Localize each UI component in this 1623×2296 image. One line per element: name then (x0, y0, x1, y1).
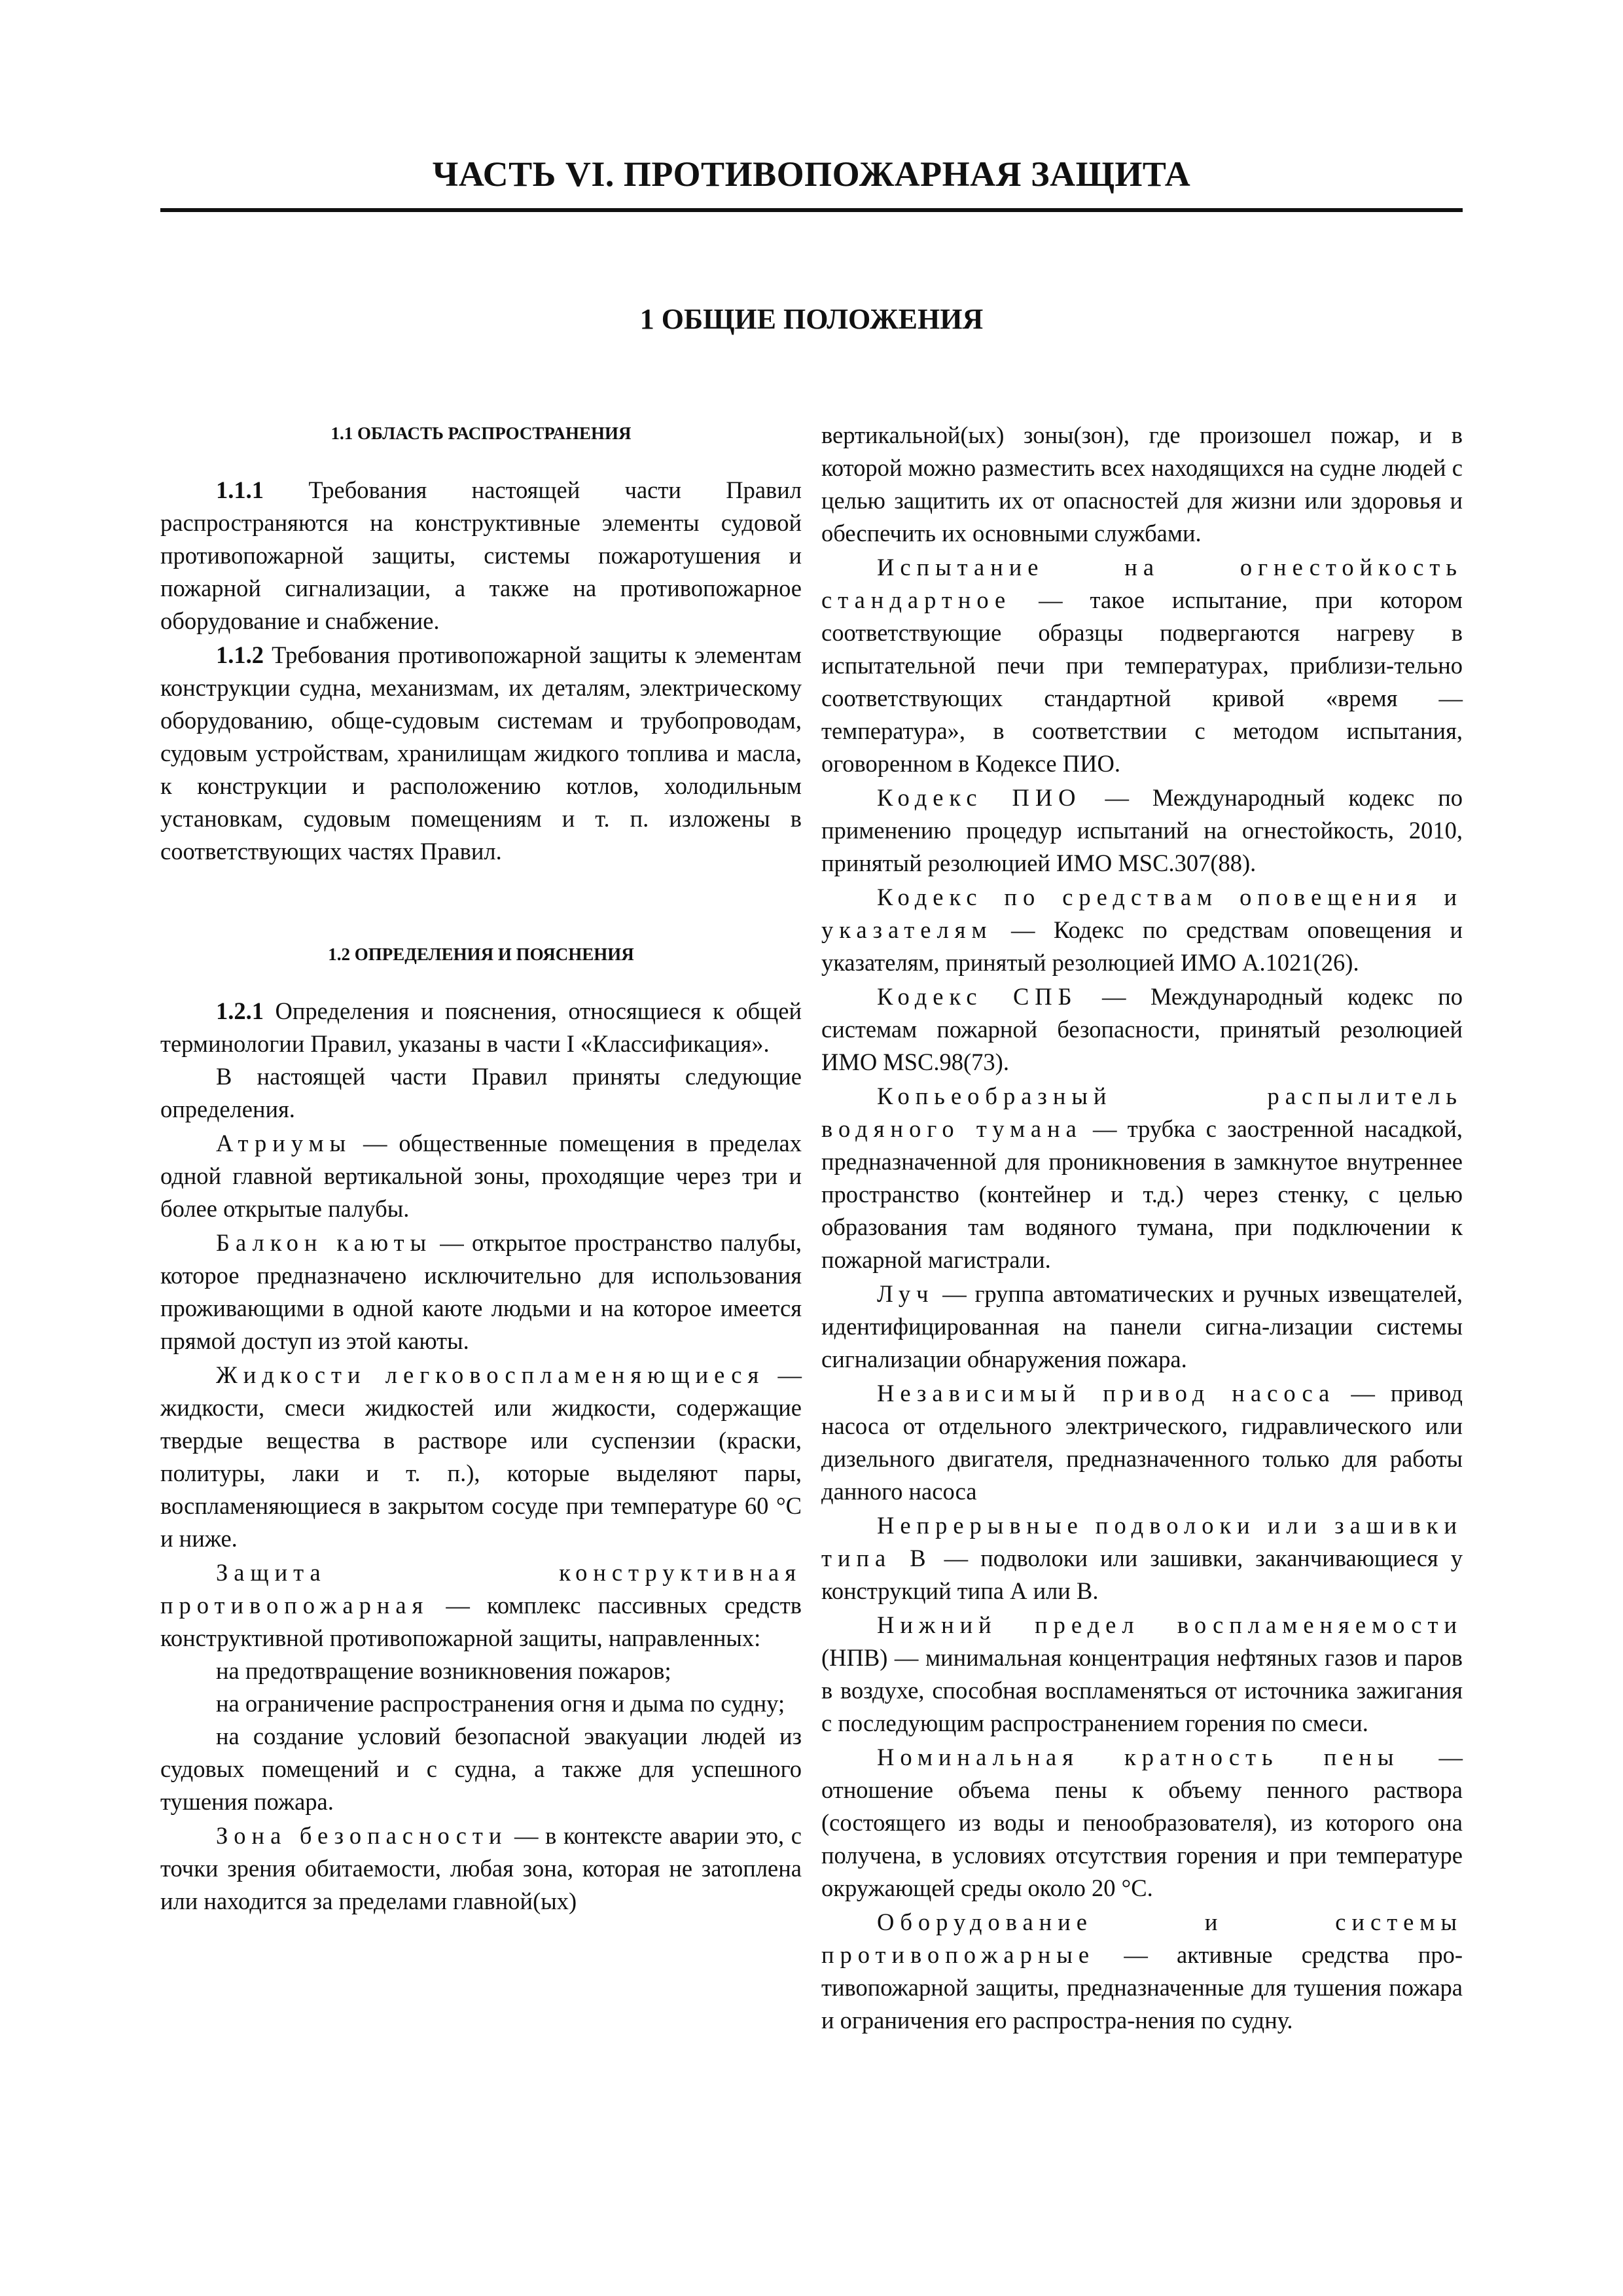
definition-text: — подволоки или зашивки, заканчивающиеся у конструкций типа А или В. (821, 1545, 1463, 1604)
paragraph-text: Требования настоящей части Правил распространяются на конструктивные элементы судовой противопожарной защиты, системы пожаротушения и пожарной сигнализации, а также на противопожарное оборудование и снабжение. (160, 476, 802, 634)
part-title: ЧАСТЬ VI. ПРОТИВОПОЖАРНАЯ ЗАЩИТА (432, 154, 1191, 194)
subsection-heading-1-2: 1.2 ОПРЕДЕЛЕНИЯ И ПОЯСНЕНИЯ (328, 944, 634, 964)
definition-text: — Международный кодекс по применению процедур испытаний на огнестойкость, 2010, принятый резолюцией ИМО MSC.307(88). (821, 784, 1463, 876)
definition-fire-equipment (821, 1906, 1463, 2037)
list-item: на ограничение распространения огня и дыма по судну; (216, 1690, 785, 1717)
paragraph-1-1-2 (160, 639, 802, 868)
definition-continuous-ceilings (821, 1509, 1463, 1607)
definition-lower-flammable-limit (821, 1609, 1463, 1740)
definition-text: — Кодекс по средствам оповещения и указателям, принятый резолюцией ИМО А.1021(26). (821, 916, 1463, 976)
definition-safe-zone (160, 1820, 802, 1918)
title-rule (160, 208, 1463, 212)
definition-text: — комплекс пассивных средств конструктивной противопожарной защиты, направленных: (160, 1592, 802, 1651)
definition-fire-test (821, 551, 1463, 780)
definition-flammable-liquids (160, 1359, 802, 1555)
spacer (160, 868, 802, 940)
definition-safe-zone-continued: вертикальной(ых) зоны(зон), где произошел пожар, и в которой можно разместить всех находящихся на судне людей с целью защитить их от опасностей для жизни или здоровья и обеспечить их основными службами. (821, 422, 1463, 547)
paragraph-text: Определения и пояснения, относящиеся к общей терминологии Правил, указаны в части I «Классификация». (160, 997, 802, 1057)
definition-foam-expansion (821, 1741, 1463, 1905)
paragraph-1-1-1 (160, 474, 802, 637)
definition-text: — группа автоматических и ручных извещателей, идентифицированная на панели сигна-лизации системы сигнализации обнаружения пожара. (821, 1280, 1463, 1372)
definition-text: (НПВ) — минимальная концентрация нефтяных газов и паров в воздухе, способная воспламеняться от источника зажигания с последующим распространением горения по смеси. (821, 1644, 1463, 1736)
definition-term: Испытание на огнестойкость стандартное (821, 554, 1463, 613)
definition-text: — Международный кодекс по системам пожарной безопасности, принятый резолюцией ИМО MSC.98(73). (821, 983, 1463, 1075)
definition-loop (821, 1278, 1463, 1376)
definition-alarm-code (821, 881, 1463, 979)
list-item: на создание условий безопасной эвакуации людей из судовых помещений и с судна, а также для успешного тушения пожара. (160, 1723, 802, 1815)
definition-term: Независимый привод насоса (877, 1380, 1336, 1407)
definition-balcony (160, 1227, 802, 1357)
definition-term: Номинальная кратность пены (877, 1744, 1400, 1770)
list-item: на предотвращение возникновения пожаров; (216, 1657, 671, 1684)
definition-term: Непрерывные подволоки или зашивки типа В (821, 1512, 1463, 1571)
definition-term: Кодекс ПИО (877, 784, 1082, 811)
section-title: 1 ОБЩИЕ ПОЛОЖЕНИЯ (639, 303, 984, 335)
definition-term: Луч (877, 1280, 935, 1307)
definition-term: Кодекс СПБ (877, 983, 1078, 1010)
definition-text: — отношение объема пены к объему пенного раствора (состоящего из воды и пенообразователя), из которого она получена, в условиях отсутствия горения и при температуре окружающей среды около 20 °С. (821, 1744, 1463, 1901)
right-column (821, 419, 1463, 2037)
definition-term: Защита конструктивная противопожарная (160, 1559, 802, 1619)
paragraph-number: 1.1.2 (216, 641, 264, 668)
definition-term: Нижний предел воспламеняемости (877, 1611, 1463, 1638)
definition-term: Атриумы (216, 1130, 352, 1157)
paragraph-number: 1.1.1 (216, 476, 264, 503)
definition-text: — активные средства про-тивопожарной защиты, предназначенные для тушения пожара и ограничения его распростра-нения по судну. (821, 1941, 1463, 2034)
definition-text: — трубка с заостренной насадкой, предназначенной для проникновения в замкнутое внутреннее пространство (контейнер и т.д.) через стенку, с целью образования там водяного тумана, при подключении к пожарной магистрали. (821, 1115, 1463, 1273)
paragraph-definitions-intro: В настоящей части Правил приняты следующие определения. (160, 1063, 802, 1122)
definition-text: — привод насоса от отдельного электрического, гидравлического или дизельного двигателя, предназначенного только для работы данного насоса (821, 1380, 1463, 1505)
definition-text: — в контексте аварии это, с точки зрения обитаемости, любая зона, которая не затоплена или находится за пределами главной(ых) (160, 1822, 802, 1914)
definition-text: — открытое пространство палубы, которое предназначено исключительно для использования проживающими в одной каюте людьми и на которое имеется прямой доступ из этой каюты. (160, 1229, 802, 1354)
definition-fss-code (821, 980, 1463, 1079)
paragraph-number: 1.2.1 (216, 997, 264, 1024)
subsection-heading-1-1: 1.1 ОБЛАСТЬ РАСПРОСТРАНЕНИЯ (330, 423, 632, 443)
definition-text: — общественные помещения в пределах одной главной вертикальной зоны, проходящие через три и более открытые палубы. (160, 1130, 802, 1222)
paragraph-text: Требования противопожарной защиты к элементам конструкции судна, механизмам, их деталям, электрическому оборудованию, обще-судовым системам и трубопроводам, судовым устройствам, хранилищам жидкого топлива и масла, к конструкции и расположению котлов, холодильным установкам, судовым помещениям и т. п. изложены в соответствующих частях Правил. (160, 641, 802, 865)
definition-text: — такое испытание, при котором соответствующие образцы подвергаются нагреву в испытательной печи при температурах, приблизи-тельно соответствующих стандартной кривой «время — температура», в соответствии с методом испытания, оговоренном в Кодексе ПИО. (821, 586, 1463, 777)
definition-term: Жидкости легковоспламеняющиеся (216, 1361, 765, 1388)
left-column (160, 419, 802, 1918)
definition-term: Кодекс по средствам оповещения и указателям (821, 884, 1463, 943)
definition-pump-drive (821, 1377, 1463, 1508)
definition-structural-protection (160, 1556, 802, 1655)
paragraph-1-2-1 (160, 995, 802, 1060)
definition-fog-lance (821, 1080, 1463, 1276)
definition-text: — жидкости, смеси жидкостей или жидкости, содержащие твердые вещества в растворе или суспензии (краски, политуры, лаки и т. п.), которые выделяют пары, воспламеняющиеся в закрытом сосуде при температуре 60 °С и ниже. (160, 1361, 802, 1552)
definition-ftp-code (821, 781, 1463, 880)
definition-atriums (160, 1127, 802, 1225)
definition-term: Зона безопасности (216, 1822, 508, 1849)
definition-term: Копьеобразный распылитель водяного тумана (821, 1083, 1463, 1142)
definition-term: Оборудование и системы противопожарные (821, 1909, 1463, 1968)
definition-term: Балкон каюты (216, 1229, 433, 1256)
